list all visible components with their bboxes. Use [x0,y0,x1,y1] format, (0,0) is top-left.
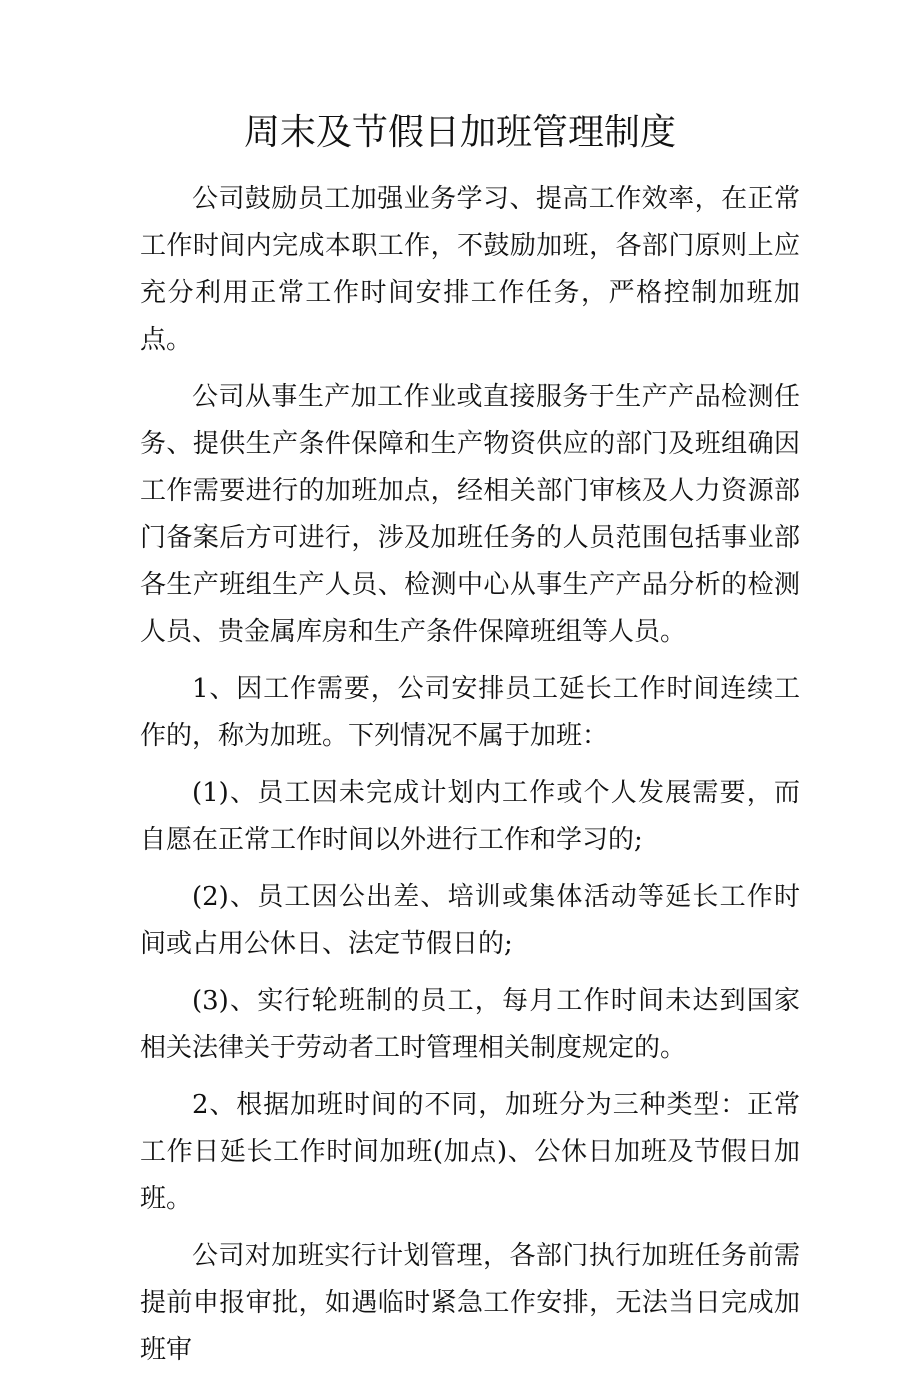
paragraph-7: 2、根据加班时间的不同，加班分为三种类型：正常工作日延长工作时间加班(加点)、公休日加班及节假日加班。 [140,1090,800,1214]
document-body [140,176,800,1374]
paragraph-1: 公司鼓励员工加强业务学习、提高工作效率，在正常工作时间内完成本职工作，不鼓励加班，各部门原则上应充分利用正常工作时间安排工作任务，严格控制加班加点。 [140,184,800,355]
paragraph-8: 公司对加班实行计划管理，各部门执行加班任务前需提前申报审批，如遇临时紧急工作安排，无法当日完成加班审 [140,1241,800,1365]
paragraph-6: (3)、实行轮班制的员工，每月工作时间未达到国家相关法律关于劳动者工时管理相关制度规定的。 [140,986,800,1063]
paragraph-3: 1、因工作需要，公司安排员工延长工作时间连续工作的，称为加班。下列情况不属于加班： [140,674,800,751]
paragraph-5: (2)、员工因公出差、培训或集体活动等延长工作时间或占用公休日、法定节假日的; [140,882,800,959]
paragraph-2: 公司从事生产加工作业或直接服务于生产产品检测任务、提供生产条件保障和生产物资供应的部门及班组确因工作需要进行的加班加点，经相关部门审核及人力资源部门备案后方可进行，涉及加班任务的人员范围包括事业部各生产班组生产人员、检测中心从事生产产品分析的检测人员、贵金属库房和生产条件保障班组等人员。 [140,382,800,647]
paragraph-4: (1)、员工因未完成计划内工作或个人发展需要，而自愿在正常工作时间以外进行工作和学习的; [140,778,800,855]
document-title: 周末及节假日加班管理制度 [243,112,676,153]
